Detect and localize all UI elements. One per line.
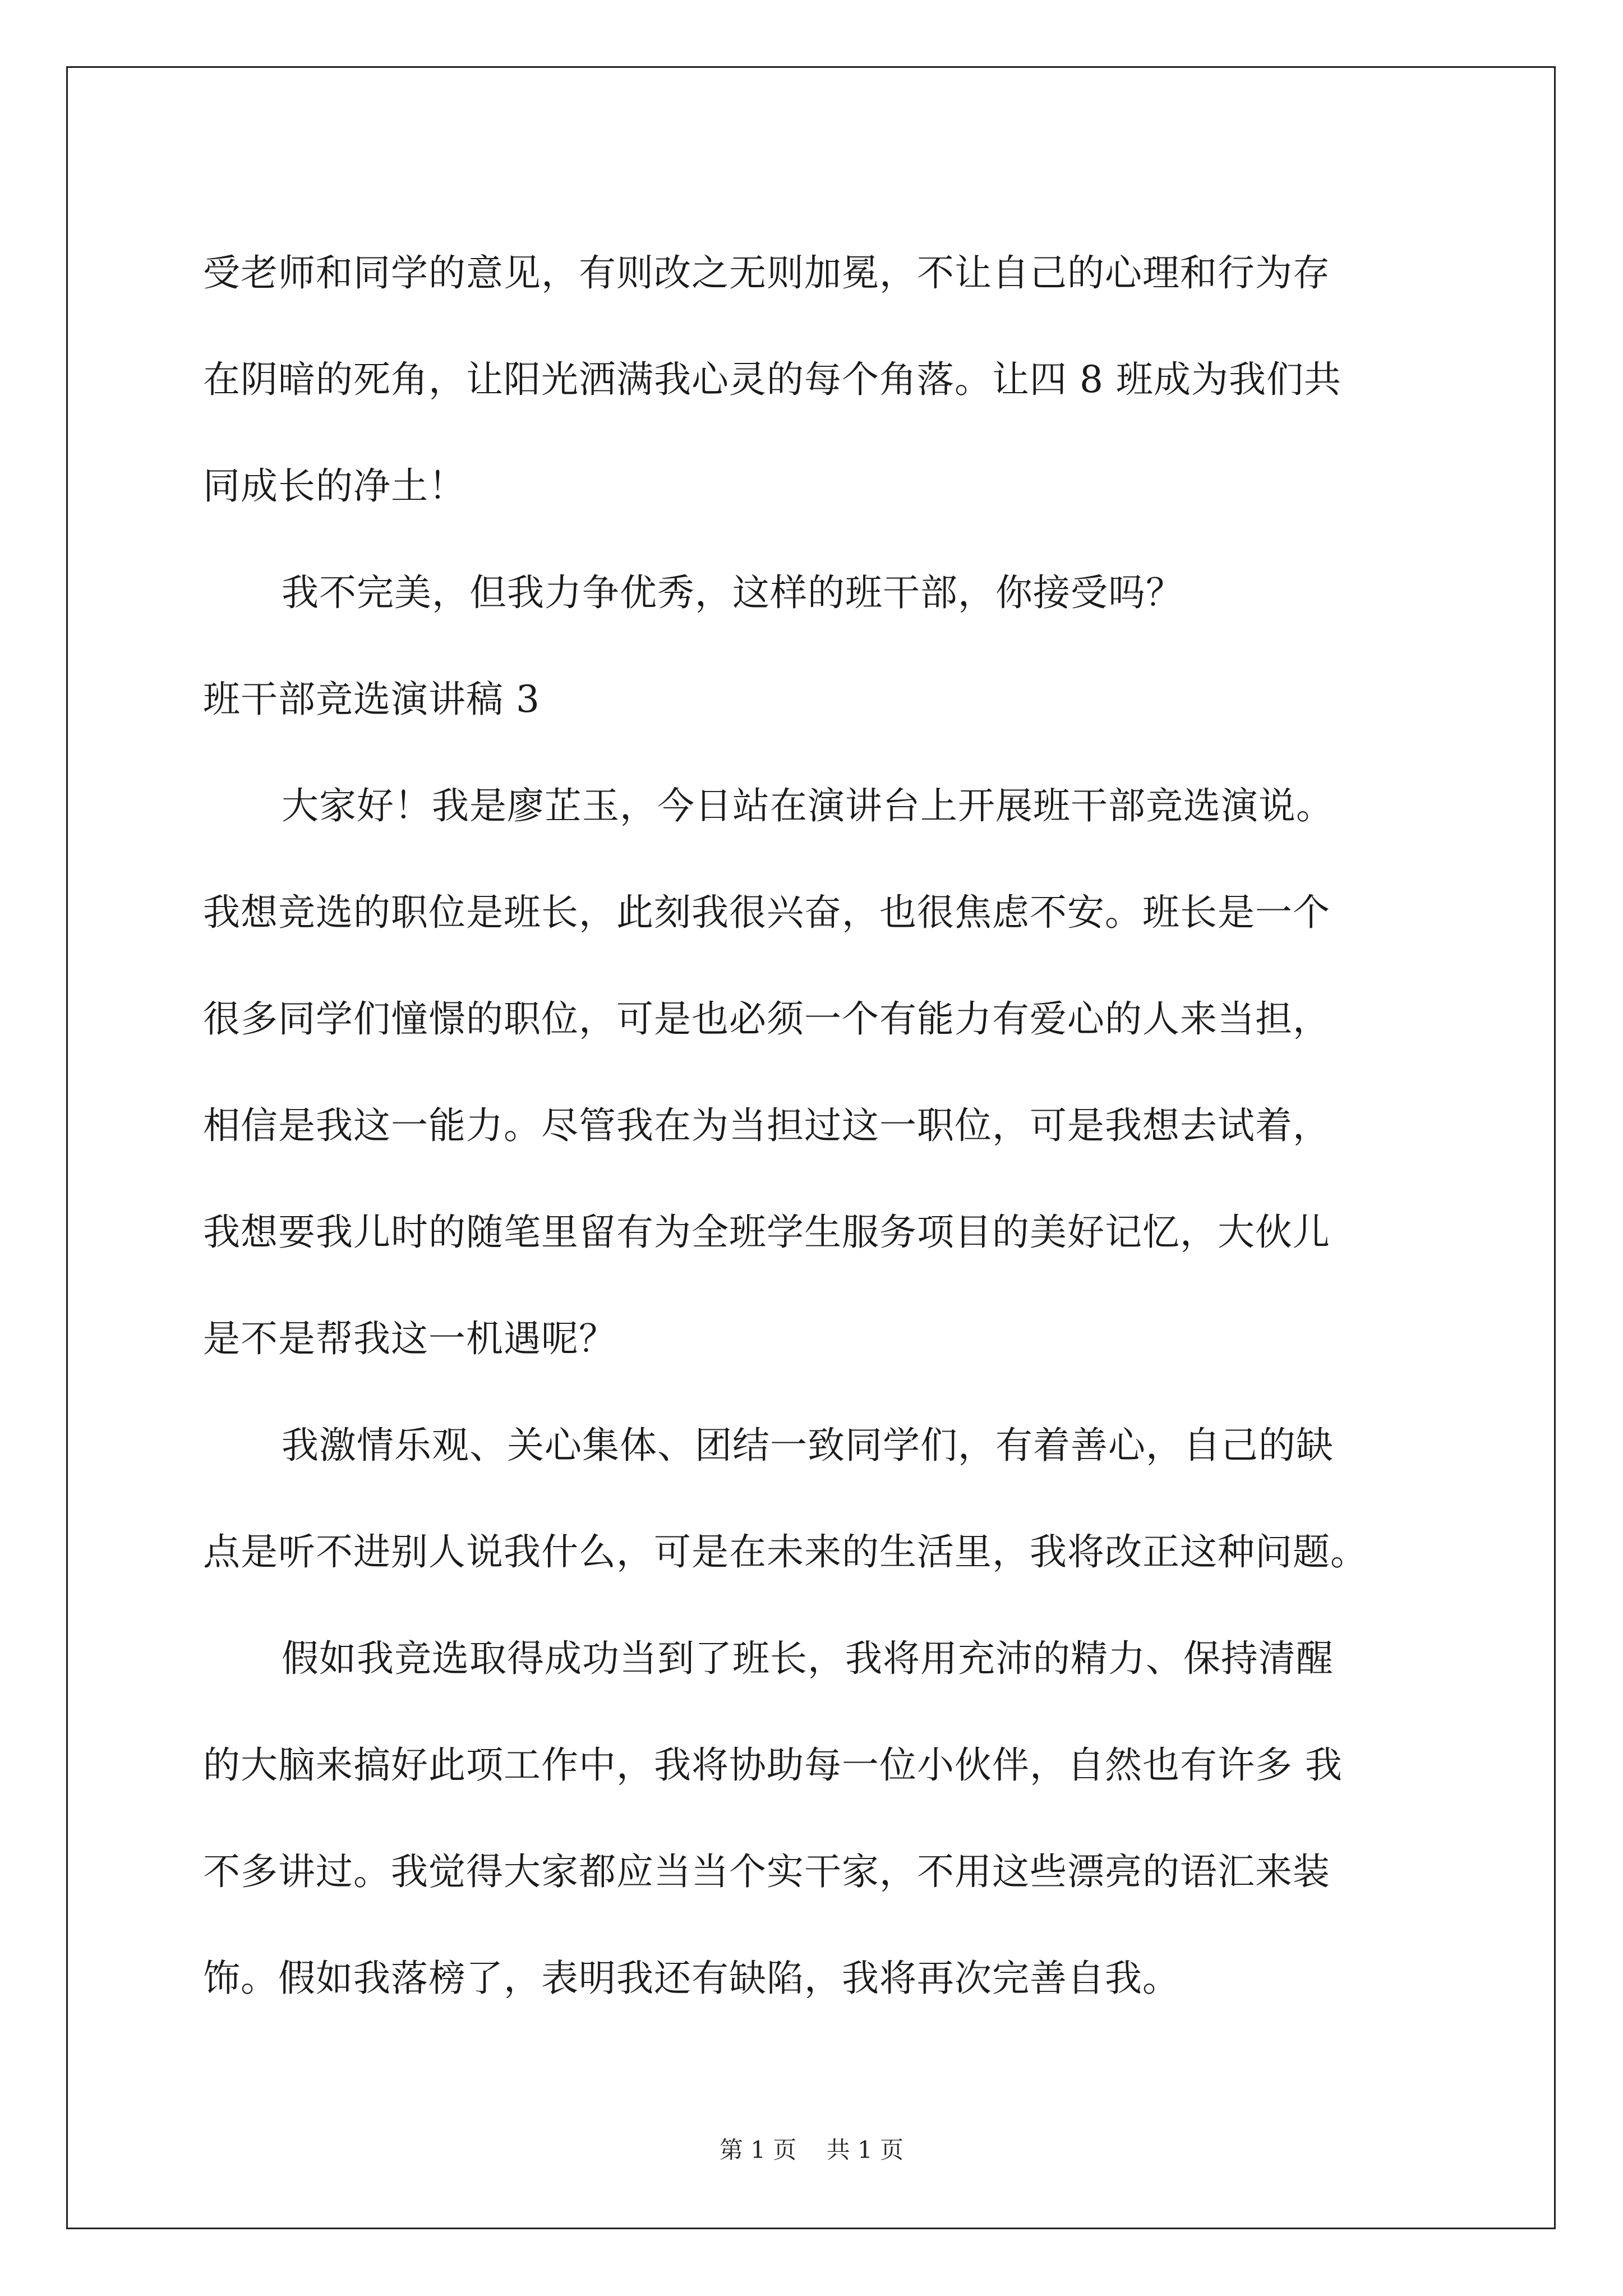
text-line-8: 很多同学们憧憬的职位，可是也必须一个有能力有爱心的人来当担， xyxy=(203,997,1330,1041)
text-line-6: 大家好！我是廖芷玉，今日站在演讲台上开展班干部竞选演说。 xyxy=(282,784,1334,827)
text-line-11: 是不是帮我这一机遇呢？ xyxy=(203,1317,616,1360)
document-body xyxy=(203,220,1431,2032)
text-line-12: 我激情乐观、关心集体、团结一致同学们，有着善心，自己的缺 xyxy=(282,1424,1334,1467)
text-line-1: 受老师和同学的意见，有则改之无则加冕，不让自己的心理和行为存 xyxy=(203,251,1330,295)
text-line-13: 点是听不进别人说我什么，可是在未来的生活里，我将改正这种问题。 xyxy=(203,1530,1368,1573)
page-footer xyxy=(0,2132,1623,2165)
text-line-16: 不多讲过。我觉得大家都应当当个实干家，不用这些漂亮的语汇来装 xyxy=(203,1850,1330,1893)
page-total: 共 1 页 xyxy=(826,2136,904,2164)
text-line-15: 的大脑来搞好此项工作中，我将协助每一位小伙伴，自然也有许多 我 xyxy=(203,1743,1343,1787)
text-line-10: 我想要我儿时的随笔里留有为全班学生服务项目的美好记忆，大伙儿 xyxy=(203,1211,1330,1254)
text-line-17: 饰。假如我落榜了，表明我还有缺陷，我将再次完善自我。 xyxy=(203,1957,1180,2000)
text-line-9: 相信是我这一能力。尽管我在为当担过这一职位，可是我想去试着， xyxy=(203,1104,1330,1147)
page-number: 第 1 页 xyxy=(719,2136,797,2164)
text-line-14: 假如我竞选取得成功当到了班长，我将用充沛的精力、保持清醒 xyxy=(282,1637,1334,1680)
section-heading: 班干部竞选演讲稿 3 xyxy=(203,678,540,721)
text-line-2: 在阴暗的死角，让阳光洒满我心灵的每个角落。让四 8 班成为我们共 xyxy=(203,358,1341,401)
text-line-3: 同成长的净土！ xyxy=(203,464,466,508)
text-line-7: 我想竞选的职位是班长，此刻我很兴奋，也很焦虑不安。班长是一个 xyxy=(203,891,1330,934)
text-line-4: 我不完美，但我力争优秀，这样的班干部，你接受吗？ xyxy=(282,571,1183,614)
